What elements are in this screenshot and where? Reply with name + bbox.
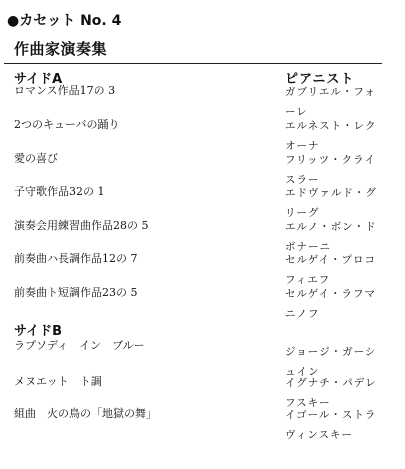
track-pianist: フリッツ・クライ スラー [285, 154, 376, 186]
track-pianist: イゴール・ストラ ヴィンスキー [285, 409, 377, 441]
track-pianist: ジョージ・ガーシ ュイン [285, 346, 377, 378]
track-title: 組曲 火の鳥の「地獄の舞」 [14, 407, 157, 420]
track-pianist: エドヴァルド・グ リーグ [285, 187, 377, 219]
track-title: ロマンス作品17の 3 [14, 84, 116, 97]
track-pianist: エルネスト・レク オーナ [285, 120, 377, 152]
track-title: 前奏曲ハ長調作品12の 7 [14, 252, 138, 265]
track-pianist: セルゲイ・プロコ フィエフ [285, 254, 377, 286]
track-title: メヌエット ト調 [14, 375, 102, 388]
track-pianist: ガブリエル・フォ ーレ [285, 86, 376, 118]
side-b-heading: サイドB [14, 324, 62, 339]
track-pianist: イグナチ・パデレ フスキー [285, 377, 377, 409]
side-a-heading: サイドA [14, 72, 63, 87]
track-pianist: セルゲイ・ラフマ ニノフ [285, 288, 377, 320]
album-title: 作曲家演奏集 [14, 40, 108, 58]
track-title: 2つのキューバの踊り [14, 118, 120, 131]
header-divider [4, 63, 382, 64]
track-title: 前奏曲ト短調作品23の 5 [14, 286, 138, 299]
track-title: 子守歌作品32の 1 [14, 185, 105, 198]
track-title: ラプソディ イン ブルー [14, 339, 145, 352]
track-title: 演奏会用練習曲作品28の 5 [14, 219, 149, 232]
track-pianist: エルノ・ボン・ド ボナーニ [285, 221, 377, 253]
pianist-column-heading: ピアニスト [285, 72, 355, 87]
track-title: 愛の喜び [14, 152, 58, 165]
cassette-label: ●カセット No. 4 [7, 13, 122, 29]
